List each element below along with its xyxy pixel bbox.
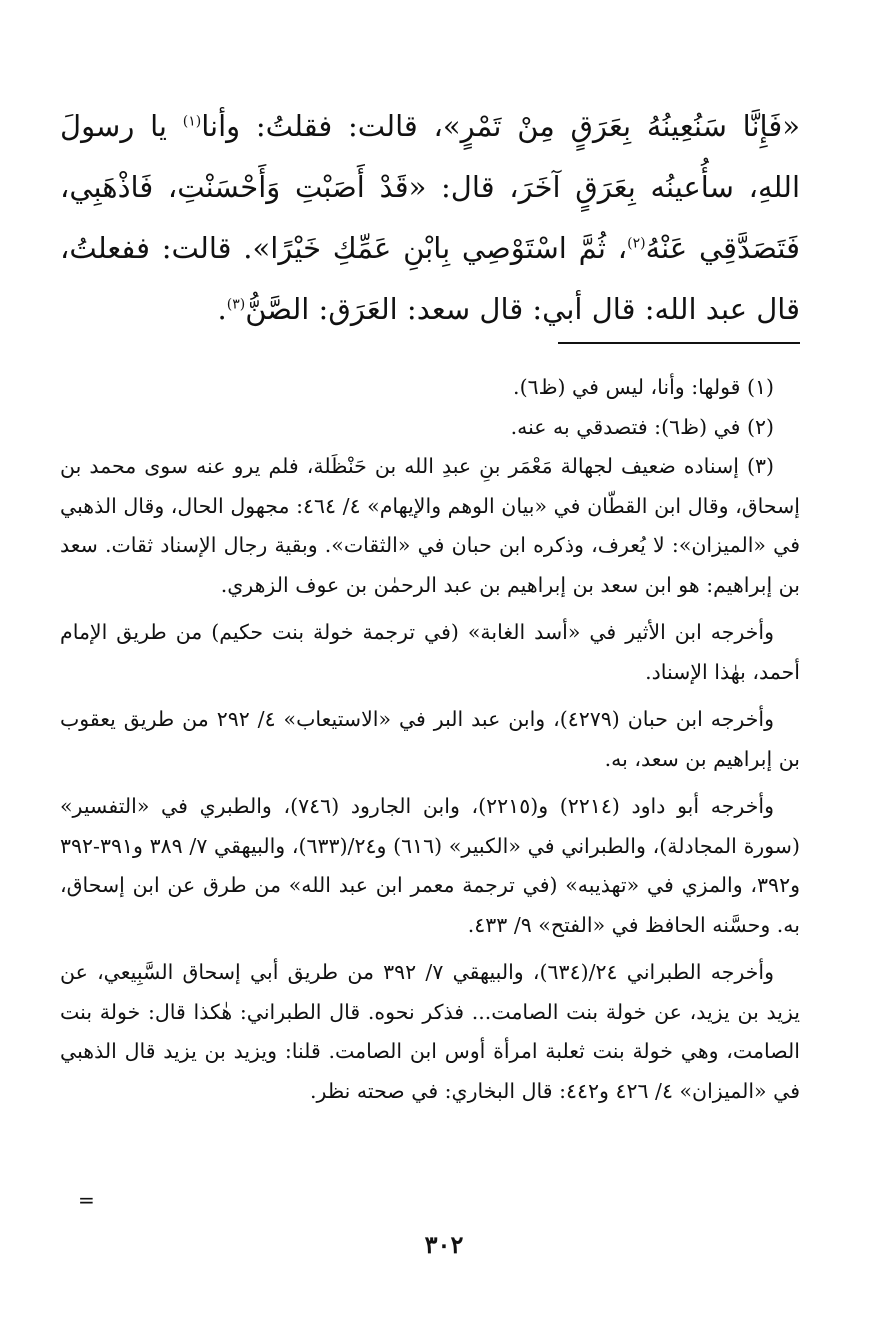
- page-number: ٣٠٢: [424, 1230, 464, 1259]
- continuation-mark: =: [78, 1188, 95, 1212]
- main-text-part-3: ، ثُمَّ اسْتَوْصِي بِابْنِ عَمِّكِ خَيْرًا». قالت: ففعلتُ، قال عبد الله: قال أبي: قال سعد: العَرَق: الصَّنُّ: [60, 231, 800, 326]
- main-text-part-1: «فَإِنَّا سَنُعِينُهُ بِعَرَقٍ مِنْ تَمْرٍ»، قالت: فقلتُ: وأنا: [201, 109, 800, 143]
- footnote-ref-2[interactable]: (٢): [627, 235, 646, 252]
- main-text-part-2: يا رسولَ اللهِ، سأُعينُه بِعَرَقٍ آخَرَ، قال: «قَدْ أَصَبْتِ وَأَحْسَنْتِ، فَاذْهَبِي، فَتَصَدَّقِي عَنْهُ: [60, 109, 800, 265]
- main-text-block: [60, 96, 800, 340]
- footnotes-section: [60, 368, 800, 1119]
- footnote-3: (٣) إسناده ضعيف لجهالة مَعْمَر بنِ عبدِ الله بن حَنْظَلة، فلم يرو عنه سوى محمد بن إسحاق، وقال ابن القطّان في «بيان الوهم والإيهام» ٤/ ٤٦٤: مجهول الحال، وقال الذهبي في «الميزان»: لا يُعرف، وذكره ابن حبان في «الثقات». وبقية رجال الإسناد ثقات. سعد بن إبراهيم: هو ابن سعد بن إبراهيم بن عبد الرحمٰن بن عوف الزهري.: [60, 454, 801, 597]
- footnote-ref-3[interactable]: (٣): [226, 296, 246, 313]
- footnote-1: (١) قولها: وأنا، ليس في (ظ٦).: [513, 375, 774, 399]
- footnote-3-tabarani: وأخرجه الطبراني ٢٤/(٦٣٤)، والبيهقي ٧/ ٣٩٢ من طريق أبي إسحاق السَّبِيعي، عن يزيد بن يزيد، عن خولة بنت الصامت... فذكر نحوه. قال الطبراني: هٰكذا قال: خولة بنت الصامت، وهي خولة بنت ثعلبة امرأة أوس ابن الصامت. قلنا: ويزيد بن يزيد قال الذهبي في «الميزان» ٤/ ٤٢٦ و٤٤٢: قال البخاري: في صحته نظر.: [60, 960, 800, 1103]
- main-paragraph: [60, 96, 800, 340]
- footnote-3-ibn-athir: وأخرجه ابن الأثير في «أسد الغابة» (في ترجمة خولة بنت حكيم) من طريق الإمام أحمد، بهٰذا الإسناد.: [60, 620, 800, 684]
- main-text-part-4: .: [217, 292, 227, 326]
- footnote-3-ibn-hibban: وأخرجه ابن حبان (٤٢٧٩)، وابن عبد البر في «الاستيعاب» ٤/ ٢٩٢ من طريق يعقوب بن إبراهيم بن سعد، به.: [60, 707, 800, 771]
- footnote-divider: [558, 342, 800, 344]
- footnote-ref-1[interactable]: (١): [182, 113, 202, 130]
- main-paragraph-text: [60, 96, 800, 340]
- footnote-2: (٢) في (ظ٦): فتصدقي به عنه.: [510, 414, 774, 439]
- footnote-3-abu-dawud: وأخرجه أبو داود (٢٢١٤) و(٢٢١٥)، وابن الجارود (٧٤٦)، والطبري في «التفسير» (سورة المجادلة)، والطبراني في «الكبير» (٦١٦) و٢٤/(٦٣٣)، والبيهقي ٧/ ٣٨٩ و٣٩١-٣٩٢ و٣٩٢، والمزي في «تهذيبه» (في ترجمة معمر ابن عبد الله» من طرق عن ابن إسحاق، به. وحسَّنه الحافظ في «الفتح» ٩/ ٤٣٣.: [60, 794, 800, 937]
